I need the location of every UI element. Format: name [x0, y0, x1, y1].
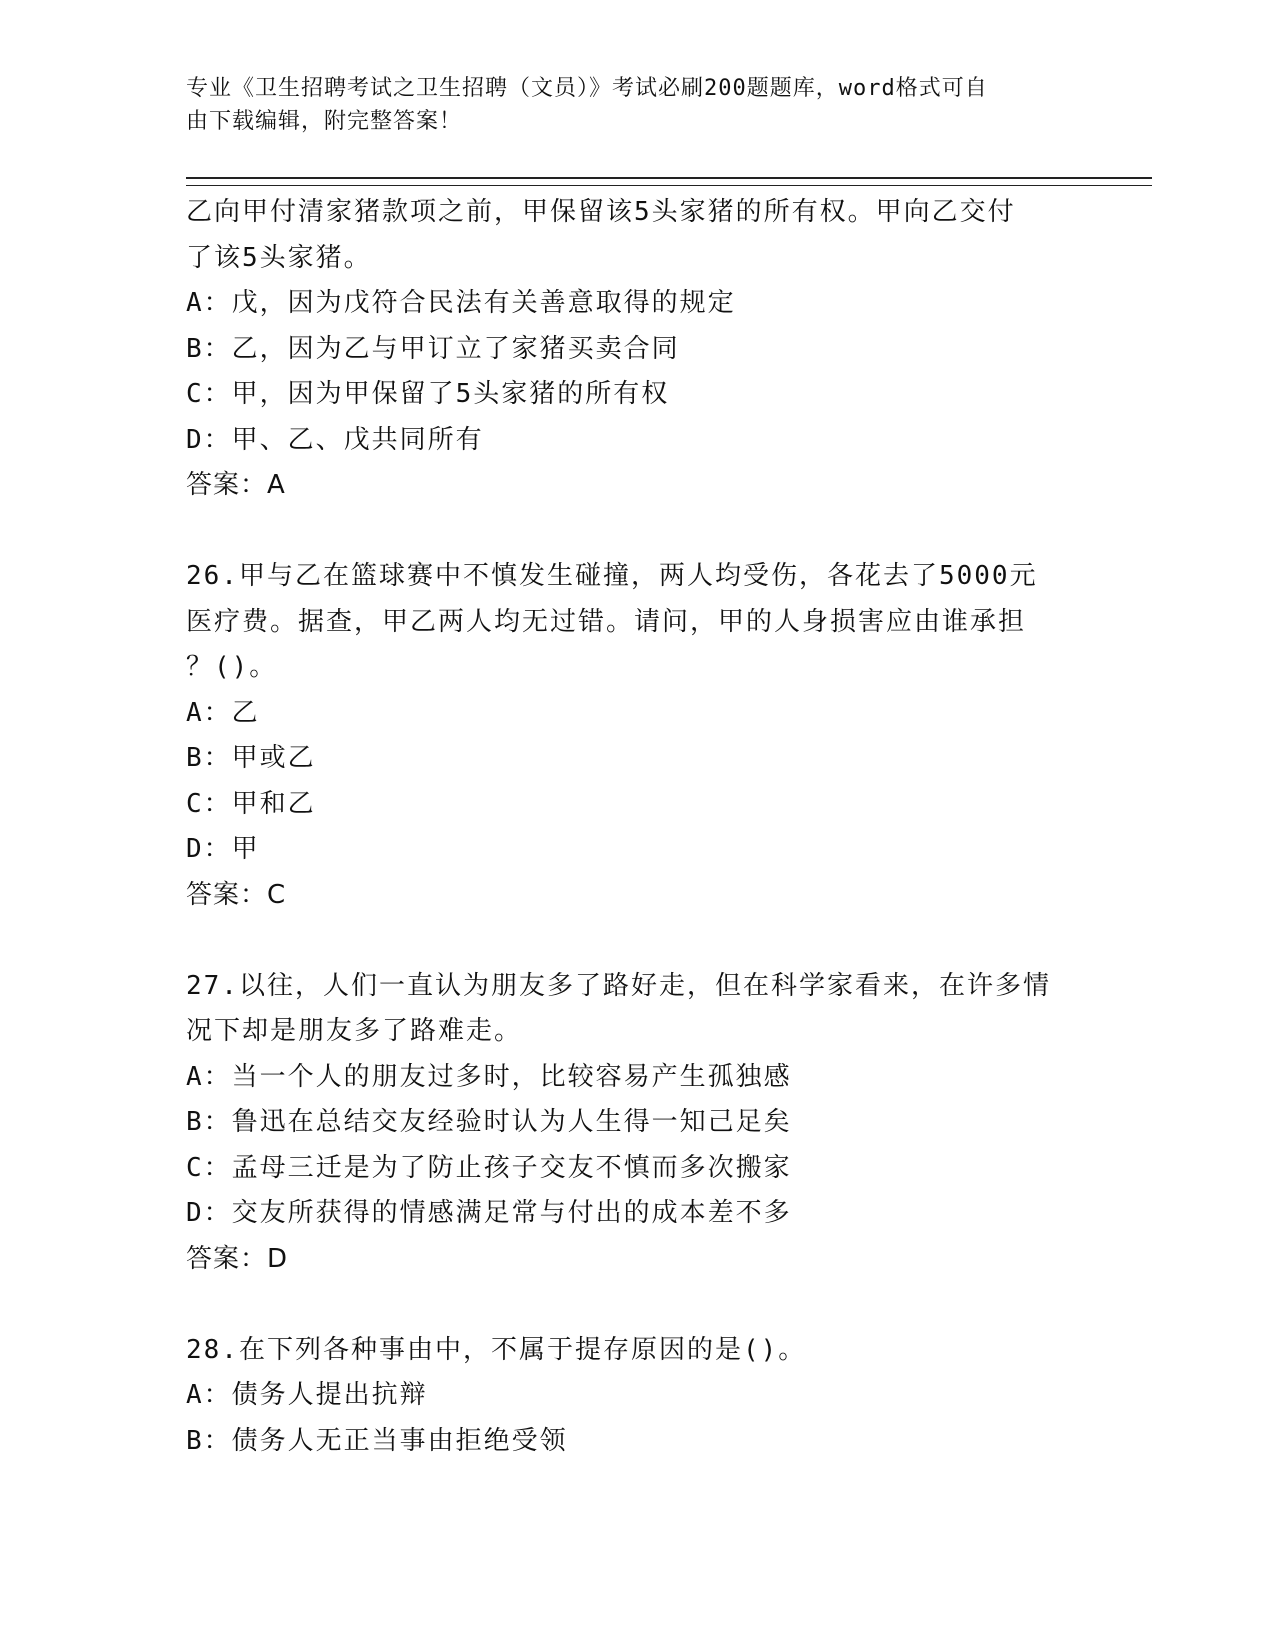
answer-line: 答案：C: [186, 879, 287, 910]
question-text-line: 27.以往，人们一直认为朋友多了路好走，但在科学家看来，在许多情: [186, 970, 1051, 1001]
option-a: A：债务人提出抗辩: [186, 1380, 428, 1410]
spacer: [186, 918, 1086, 964]
header-divider: [186, 177, 1152, 186]
question-text-line: 26.甲与乙在篮球赛中不慎发生碰撞，两人均受伤，各花去了5000元: [186, 561, 1038, 591]
question-continuation: [186, 190, 1086, 509]
answer-line: 答案：D: [186, 1243, 289, 1274]
option-d: D：甲: [186, 834, 260, 864]
header-line-1: 专业《卫生招聘考试之卫生招聘（文员）》考试必刷200题题库，word格式可自: [186, 76, 988, 101]
question-27: [186, 964, 1086, 1283]
option-d: D：交友所获得的情感满足常与付出的成本差不多: [186, 1198, 792, 1228]
question-text-line: 乙向甲付清家猪款项之前，甲保留该5头家猪的所有权。甲向乙交付: [186, 197, 1016, 227]
option-c: C：甲，因为甲保留了5头家猪的所有权: [186, 379, 670, 409]
question-26: [186, 554, 1086, 918]
option-a: A：当一个人的朋友过多时，比较容易产生孤独感: [186, 1061, 792, 1092]
question-text-line: 医疗费。据查，甲乙两人均无过错。请问，甲的人身损害应由谁承担: [186, 606, 1027, 637]
question-28: [186, 1328, 1086, 1465]
question-text-line: 28.在下列各种事由中，不属于提存原因的是()。: [186, 1334, 807, 1365]
question-text-line: 况下却是朋友多了路难走。: [186, 1016, 523, 1046]
option-a: A：戊，因为戊符合民法有关善意取得的规定: [186, 288, 736, 318]
question-text-line: ？()。: [186, 652, 278, 682]
option-a: A：乙: [186, 697, 260, 728]
document-body: [186, 190, 1086, 1464]
spacer: [186, 509, 1086, 555]
option-b: B：债务人无正当事由拒绝受领: [186, 1425, 568, 1456]
option-b: B：甲或乙: [186, 743, 316, 773]
spacer: [186, 1282, 1086, 1328]
answer-line: 答案：A: [186, 470, 286, 500]
option-b: B：乙，因为乙与甲订立了家猪买卖合同: [186, 333, 680, 364]
option-d: D：甲、乙、戊共同所有: [186, 424, 484, 455]
option-b: B：鲁迅在总结交友经验时认为人生得一知己足矣: [186, 1107, 792, 1137]
question-text-line: 了该5头家猪。: [186, 242, 372, 273]
document-header: [186, 72, 1066, 138]
option-c: C：孟母三迁是为了防止孩子交友不慎而多次搬家: [186, 1152, 792, 1183]
option-c: C：甲和乙: [186, 788, 316, 819]
header-line-2: 由下载编辑，附完整答案！: [186, 109, 463, 134]
